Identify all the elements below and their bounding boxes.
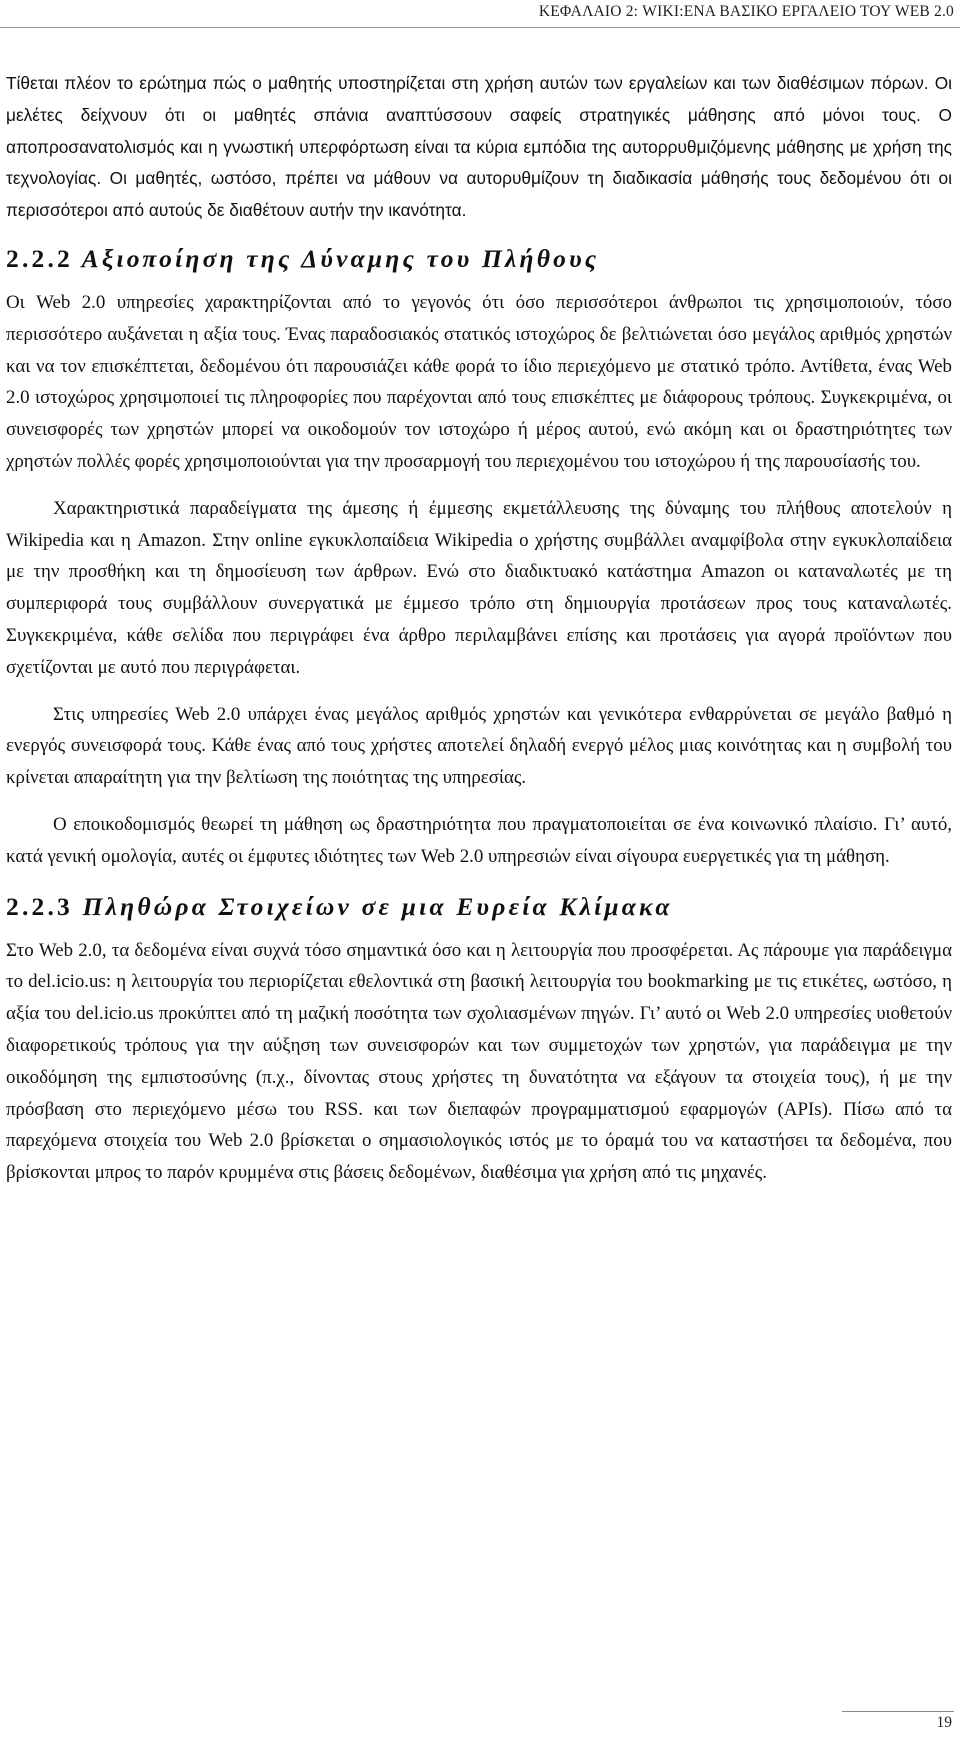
paragraph-data-1: Στο Web 2.0, τα δεδομένα είναι συχνά τόσο σημαντικά όσο και η λειτουργία που προσφέρεται. Ας πάρουμε για παράδειγμα το del.icio.us: η λειτουργία του περιορίζεται εθελοντικά στη βασική λειτουργία του bookmarking με τις ετικέτες, ωστόσο, η αξία του del.icio.us προκύπτει από τη μαζική ποσότητα των σχολιασμένων πηγών. Γι’ αυτό οι Web 2.0 υπηρεσίες υιοθετούν διαφορετικούς τρόπους για την αύξηση των συνεισφορών και των συμμετοχών των χρηστών, για παράδειγμα με την οικοδόμηση της εμπιστοσύνης (π.χ., δίνοντας στους χρήστες τη δυνατότητα να εξάγουν τα στοιχεία τους), ή με την πρόσβαση στο περιεχόμενο μέσω του RSS. και των διεπαφών προγραμματισμού εφαρμογών (APIs). Πίσω από τα παρεχόμενα στοιχεία του Web 2.0 βρίσκεται ο σημασιολογικός ιστός με το όραμά του να καταστήσει τα δεδομένα, που βρίσκονται μπρος το παρόν κρυμμένα στις βάσεις δεδομένων, διαθέσιμα για χρήση από τις μηχανές. [6,939,952,1184]
paragraph-crowd-1: Οι Web 2.0 υπηρεσίες χαρακτηρίζονται από το γεγονός ότι όσο περισσότεροι άνθρωποι τις χρησιμοποιούν, τόσο περισσότερο αυξάνεται η αξία τους. Ένας παραδοσιακός στατικός ιστοχώρος δε βελτιώνεται όσο μεγάλος αριθμός χρηστών και να τον επισκέπτεται, δεδομένου ότι παρουσιάζει κάθε φορά το ίδιο περιεχόμενο με στατικό τρόπο. Αντίθετα, ένας Web 2.0 ιστοχώρος χρησιμοποιεί τις πληροφορίες που παρέχονται από τους επισκέπτες με διάφορους τρόπους. Συγκεκριμένα, οι συνεισφορές των χρηστών μπορεί να οικοδομούν τον ιστοχώρο ή μέρος αυτού, ενώ ακόμη και οι δραστηριότητες των χρηστών πολλές φορές χρησιμοποιούνται για την προσαρμογή του περιεχομένου του ιστοχώρου ή της παρουσίασής του. [6,291,952,472]
footer-divider [842,1711,954,1712]
section-title: Πληθώρα Στοιχείων σε μια Ευρεία Κλίμακα [82,891,673,921]
section-number: 2.2.2 [6,243,73,273]
section-number: 2.2.3 [6,891,73,921]
running-header: ΚΕΦΑΛΑΙΟ 2: WIKI:ΕΝΑ ΒΑΣΙΚΟ ΕΡΓΑΛΕΙΟ ΤΟΥ WEB 2.0 [538,3,954,20]
paragraph-crowd-3: Στις υπηρεσίες Web 2.0 υπάρχει ένας μεγάλος αριθμός χρηστών και γενικότερα ενθαρρύνεται σε μεγάλο βαθμό η ενεργός συνεισφορά τους. Κάθε ένας από τους χρήστες αποτελεί δηλαδή ενεργό μέλος μιας κοινότητας και η συμβολή του κρίνεται απαραίτητη για την βελτίωση της ποιότητας της υπηρεσίας. [6,703,952,789]
section-heading-2-2-3 [6,891,952,923]
header-divider [0,27,960,28]
page-number: 19 [936,1714,952,1731]
paragraph-crowd-4: Ο εποικοδομισμός θεωρεί τη μάθηση ως δραστηριότητα που πραγματοποιείται σε ένα κοινωνικό πλαίσιο. Γι’ αυτό, κατά γενική ομολογία, αυτές οι έμφυτες ιδιότητες των Web 2.0 υπηρεσιών είναι σίγουρα ευεργετικές για τη μάθηση. [6,813,952,867]
section-heading-2-2-2 [6,243,952,275]
paragraph-crowd-2: Χαρακτηριστικά παραδείγματα της άμεσης ή έμμεσης εκμετάλλευσης της δύναμης του πλήθους αποτελούν η Wikipedia και η Amazon. Στην online εγκυκλοπαίδεια Wikipedia ο χρήστης συμβάλλει αναμφίβολα στην εγκυκλοπαίδεια με την προσθήκη και τη δημοσίευση των άρθρων. Ενώ στο διαδικτυακό κατάστημα Amazon οι καταναλωτές με τη συμπεριφορά τους συμβάλλουν συνεργατικά με έμμεσο τρόπο στη δημιουργία προτάσεων προς τους καταναλωτές. Συγκεκριμένα, κάθε σελίδα που περιγράφει ένα άρθρο περιλαμβάνει επίσης και προτάσεις για αγορά προϊόντων που σχετίζονται με αυτό που περιγράφεται. [6,497,952,678]
section-title: Αξιοποίηση της Δύναμης του Πλήθους [81,243,600,273]
page-body [6,68,952,1189]
paragraph-intro: Τίθεται πλέον το ερώτημα πώς ο μαθητής υποστηρίζεται στη χρήση αυτών των εργαλείων και των διαθέσιμων πόρων. Οι μελέτες δείχνουν ότι οι μαθητές σπάνια αναπτύσσουν σαφείς στρατηγικές μάθησης από μόνοι τους. Ο αποπροσανατολισμός και η γνωστική υπερφόρτωση είναι τα κύρια εμπόδια της αυτορρυθμιζόμενης μάθησης με χρήση της τεχνολογίας. Οι μαθητές, ωστόσο, πρέπει να μάθουν να αυτορυθμίζουν τη διαδικασία μάθησής τους δεδομένου ότι οι περισσότεροι από αυτούς δε διαθέτουν αυτήν την ικανότητα. [6,73,952,221]
